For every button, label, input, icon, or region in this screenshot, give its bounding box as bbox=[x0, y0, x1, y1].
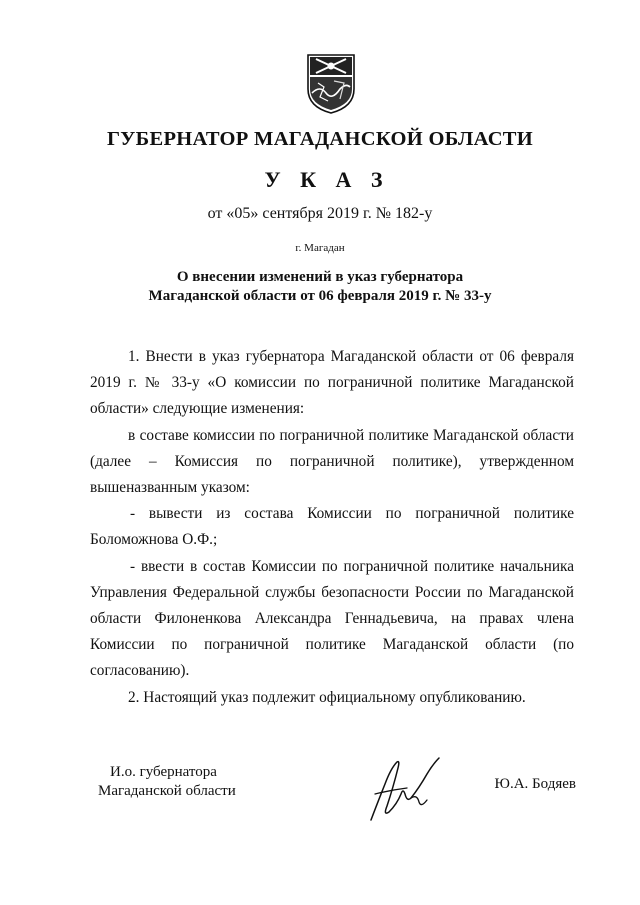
paragraph-3: - вывести из состава Комиссии по пограничной политике Боломожнова О.Ф.; bbox=[90, 505, 574, 549]
decree-date-number: от «05» сентября 2019 г. № 182-у bbox=[207, 205, 433, 222]
coat-of-arms-icon bbox=[306, 53, 356, 115]
paragraph-5: 2. Настоящий указ подлежит официальному опубликованию. bbox=[128, 688, 526, 706]
document-type: У К А З bbox=[264, 167, 390, 192]
paragraph-2: в составе комиссии по пограничной политике Магаданской области (далее – Комиссия по пограничной политике), утвержденном вышеназванным указом: bbox=[90, 426, 574, 497]
issue-city: г. Магадан bbox=[295, 242, 345, 254]
handwritten-signature-icon bbox=[367, 754, 445, 824]
paragraph-4: - ввести в состав Комиссии по пограничной политике начальника Управления Федеральной службы безопасности России по Магаданской области Филоненкова Александра Геннадьевича, на правах члена Комиссии по пограничной политике Магаданской области (по согласованию). bbox=[90, 557, 574, 680]
governor-title: ГУБЕРНАТОР МАГАДАНСКОЙ ОБЛАСТИ bbox=[106, 128, 534, 150]
signatory-position bbox=[98, 763, 236, 801]
paragraph-1: 1. Внести в указ губернатора Магаданской области от 06 февраля 2019 г. № 33-у «О комиссии по пограничной политике Магаданской области» следующие изменения: bbox=[90, 348, 574, 418]
subject-line: О внесении изменений в указ губернатора bbox=[176, 269, 464, 285]
signatory-name: Ю.А. Бодяев bbox=[494, 776, 576, 792]
decree-body bbox=[90, 344, 574, 711]
decree-subject bbox=[0, 268, 640, 306]
subject-line: Магаданской области от 06 февраля 2019 г. № 33-у bbox=[148, 288, 492, 304]
position-line: Магаданской области bbox=[98, 783, 236, 799]
position-line: И.о. губернатора bbox=[110, 764, 217, 780]
